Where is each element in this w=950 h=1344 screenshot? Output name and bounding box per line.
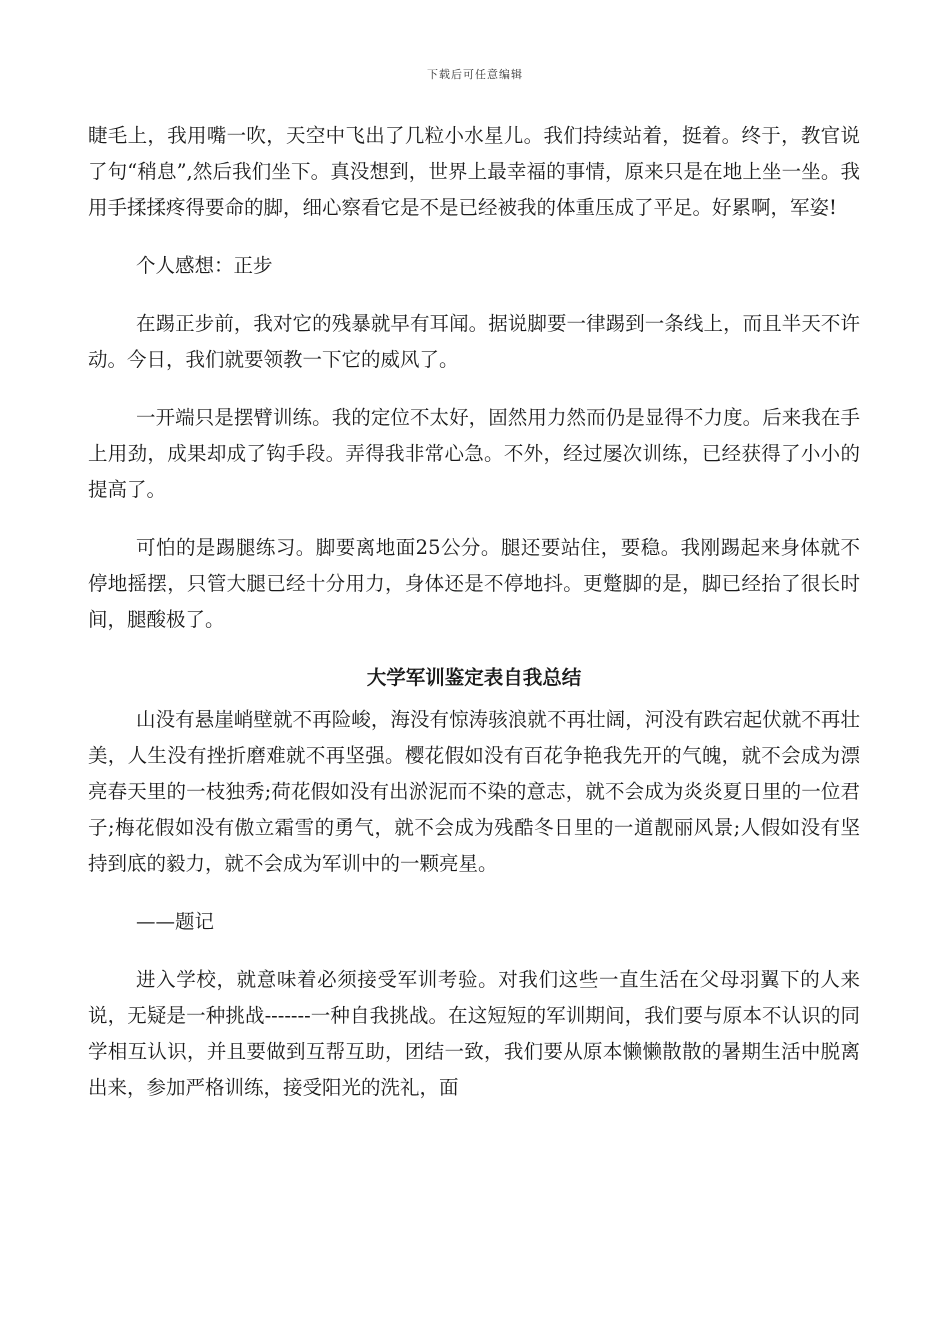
paragraph-continuation: 睫毛上，我用嘴一吹，天空中飞出了几粒小水星儿。我们持续站着，挺着。终于，教官说了句“稍息”,然后我们坐下。真没想到，世界上最幸福的事情，原来只是在地上坐一坐。我用手揉揉疼得要命的脚，细心察看它是不是已经被我的体重压成了平足。好累啊，军姿!: [88, 124, 860, 219]
paragraph: 可怕的是踢腿练习。脚要离地面25公分。腿还要站住，要稳。我刚踢起来身体就不停地摇摆，只管大腿已经十分用力，身体还是不停地抖。更蹩脚的是，脚已经抬了很长时间，腿酸极了。: [88, 536, 860, 631]
document-body: [88, 118, 860, 1106]
section-title: 大学军训鉴定表自我总结: [366, 666, 582, 689]
paragraph-subheading: 个人感想：正步: [136, 254, 273, 277]
paragraph: 山没有悬崖峭壁就不再险峻，海没有惊涛骇浪就不再壮阔，河没有跌宕起伏就不再壮美，人生没有挫折磨难就不再坚强。樱花假如没有百花争艳我先开的气魄，就不会成为漂亮春天里的一枝独秀;荷花假如没有出淤泥而不染的意志，就不会成为炎炎夏日里的一位君子;梅花假如没有傲立霜雪的勇气，就不会成为残酷冬日里的一道靓丽风景;人假如没有坚持到底的毅力，就不会成为军训中的一颗亮星。: [88, 708, 860, 875]
paragraph-epigraph: ——题记: [136, 910, 215, 933]
paragraph: 一开端只是摆臂训练。我的定位不太好，固然用力然而仍是显得不力度。后来我在手上用劲，成果却成了钩手段。弄得我非常心急。不外，经过屡次训练，已经获得了小小的提高了。: [88, 406, 860, 501]
paragraph: 进入学校，就意味着必须接受军训考验。对我们这些一直生活在父母羽翼下的人来说，无疑是一种挑战-------一种自我挑战。在这短短的军训期间，我们要与原本不认识的同学相互认识，并且要做到互帮互助，团结一致，我们要从原本懒懒散散的暑期生活中脱离出来，参加严格训练，接受阳光的洗礼，面: [88, 968, 860, 1099]
page-header: 下载后可任意编辑: [427, 68, 523, 81]
paragraph: 在踢正步前，我对它的残暴就早有耳闻。据说脚要一律踢到一条线上，而且半天不许动。今日，我们就要领教一下它的威风了。: [88, 312, 860, 371]
